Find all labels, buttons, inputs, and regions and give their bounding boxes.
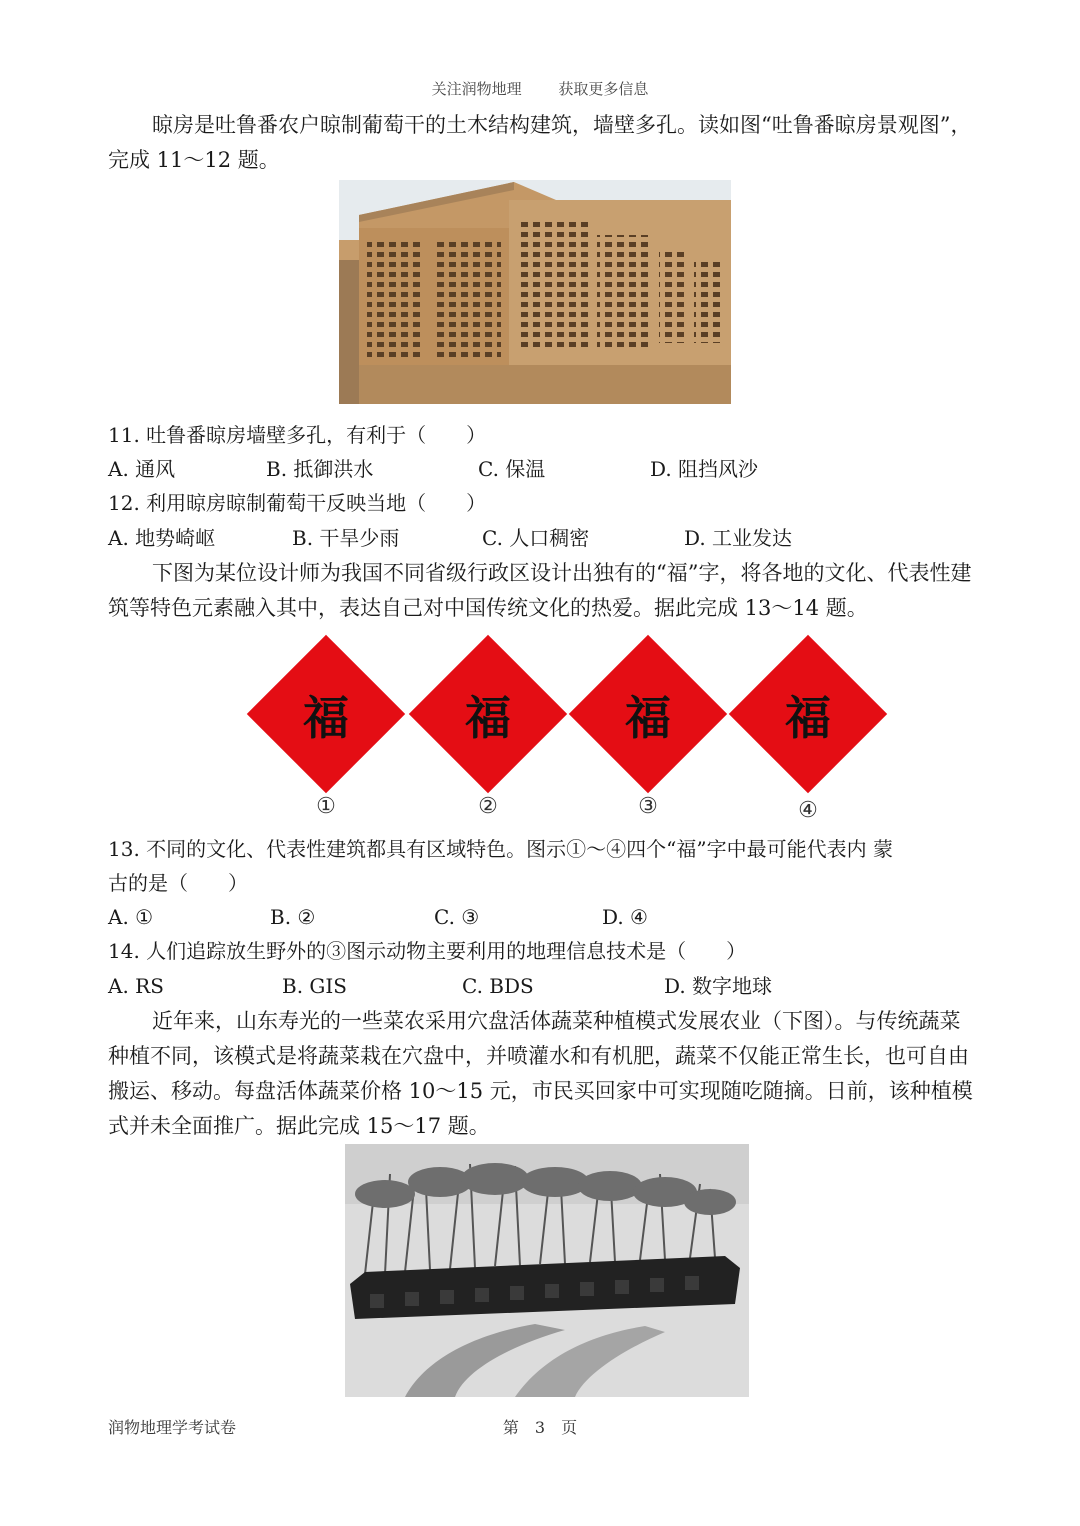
fu-character-1: 福 bbox=[303, 691, 349, 745]
header-right-text: 获取更多信息 bbox=[558, 80, 649, 98]
q12-option-d[interactable]: D. 工业发达 bbox=[684, 526, 793, 550]
header-left-text: 关注润物地理 bbox=[431, 80, 522, 98]
drying-house-photo bbox=[339, 180, 731, 404]
intro-paragraph-11-12: 晾房是吐鲁番农户晾制葡萄干的土木结构建筑，墙壁多孔。读如图“吐鲁番晾房景观图”，完成 11～12 题。 bbox=[108, 113, 972, 172]
question-12-options bbox=[108, 523, 974, 553]
fu-character-figure bbox=[246, 634, 896, 834]
question-13-options bbox=[108, 902, 974, 932]
q14-option-d[interactable]: D. 数字地球 bbox=[664, 974, 773, 998]
q14-option-c[interactable]: C. BDS bbox=[462, 974, 534, 998]
question-13-line1: 13. 不同的文化、代表性建筑都具有区域特色。图示①～④四个“福”字中最可能代表内 蒙 bbox=[108, 837, 893, 861]
fu-label-2: ② bbox=[478, 794, 498, 819]
q14-option-b[interactable]: B. GIS bbox=[282, 974, 347, 998]
q13-option-a[interactable]: A. ① bbox=[108, 905, 154, 929]
q11-option-b[interactable]: B. 抵御洪水 bbox=[266, 457, 374, 481]
q11-option-d[interactable]: D. 阻挡风沙 bbox=[650, 457, 759, 481]
fu-character-2: 福 bbox=[465, 691, 511, 745]
fu-character-3: 福 bbox=[625, 691, 671, 745]
fu-label-4: ④ bbox=[798, 798, 818, 823]
question-12 bbox=[108, 488, 486, 518]
fu-label-1: ① bbox=[316, 794, 336, 819]
question-13-line2: 古的是（ ） bbox=[108, 871, 248, 895]
page-header bbox=[0, 78, 1080, 99]
intro-paragraph-13-14: 下图为某位设计师为我国不同省级行政区设计出独有的“福”字，将各地的文化、代表性建筑等特色元素融入其中，表达自己对中国传统文化的热爱。据此完成 13～14 题。 bbox=[108, 561, 972, 620]
question-14-stem: 14. 人们追踪放生野外的③图示动物主要利用的地理信息技术是（ ） bbox=[108, 939, 747, 963]
q12-option-a[interactable]: A. 地势崎岖 bbox=[108, 526, 216, 550]
q12-option-c[interactable]: C. 人口稠密 bbox=[482, 526, 590, 550]
q11-option-a[interactable]: A. 通风 bbox=[108, 457, 176, 481]
q13-option-c[interactable]: C. ③ bbox=[434, 905, 480, 929]
fu-character-4: 福 bbox=[785, 691, 831, 745]
question-12-stem: 12. 利用晾房晾制葡萄干反映当地（ ） bbox=[108, 491, 487, 515]
q13-option-b[interactable]: B. ② bbox=[270, 905, 316, 929]
question-14 bbox=[108, 936, 746, 966]
question-14-options bbox=[108, 971, 974, 1001]
seedling-tray-photo bbox=[345, 1144, 749, 1397]
question-11-stem: 11. 吐鲁番晾房墙壁多孔，有利于（ ） bbox=[108, 423, 487, 447]
footer-page-number: 第 3 页 bbox=[502, 1418, 578, 1437]
q13-option-d[interactable]: D. ④ bbox=[602, 905, 648, 929]
intro-paragraph-15-17: 近年来，山东寿光的一些菜农采用穴盘活体蔬菜种植模式发展农业（下图）。与传统蔬菜种植不同，该模式是将蔬菜栽在穴盘中，并喷灌水和有机肥，蔬菜不仅能正常生长，也可自由搬运、移动。每盘活体蔬菜价格 10～15 元，市民买回家中可实现随吃随摘。日前，该种植模式并未全面推广。据此完成 15～17 题。 bbox=[108, 1009, 973, 1138]
q12-option-b[interactable]: B. 干旱少雨 bbox=[292, 526, 400, 550]
q11-option-c[interactable]: C. 保温 bbox=[478, 457, 546, 481]
question-11 bbox=[108, 420, 486, 450]
fu-label-3: ③ bbox=[638, 794, 658, 819]
question-11-options bbox=[108, 454, 974, 484]
footer-exam-name: 润物地理学考试卷 bbox=[108, 1418, 237, 1437]
q14-option-a[interactable]: A. RS bbox=[108, 974, 164, 998]
